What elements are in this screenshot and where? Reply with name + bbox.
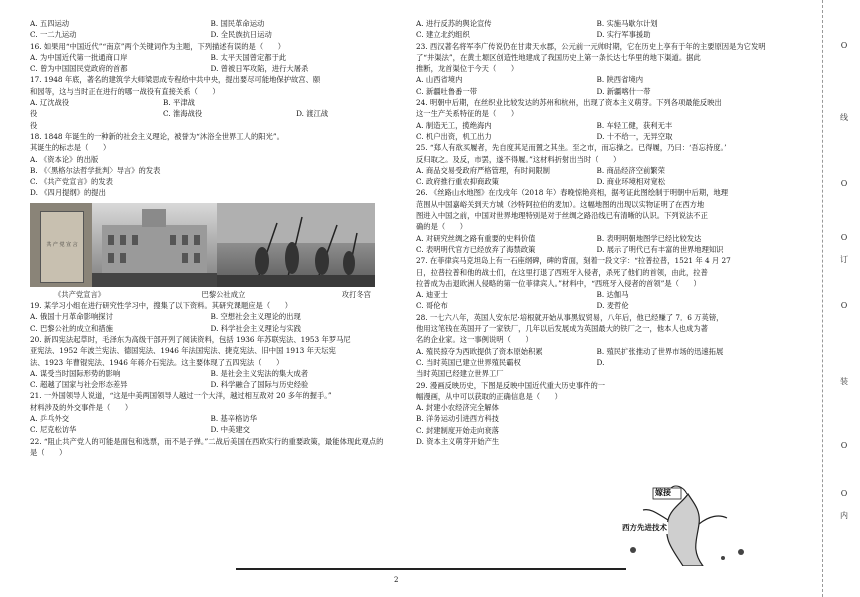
q19-options: [30, 311, 385, 334]
q23-stem-2: 了“井渠法”，在黄土塬区创造性地建成了我国历史上第一条长达七华里的地下渠道。据此: [416, 52, 701, 62]
q20-stem-1: 20. 新四宪法起草时，毛泽东为高级干部开列了阅读资料，包括 1936 年苏联宪法、1953 年罗马尼: [30, 334, 351, 344]
q29-option-d: D. 资本主义萌芽开始产生: [416, 436, 500, 446]
q20-stem-3: 法、1923 年曹锟宪法、1946 年蒋介石宪法。这主要体现了五四宪法（ ）: [30, 357, 284, 367]
q18-stem-1: 18. 1848 年诞生的一种新的社会主义理论，被誉为“沐浴全世界工人的阳光”。: [30, 131, 284, 141]
q23-stem-3: 推断，龙首渠位于今天（ ）: [416, 64, 519, 74]
left-column: [30, 18, 385, 458]
q24-stem-2: 这一生产关系特征的是（ ）: [416, 109, 519, 119]
q28-option-c: C. 当时英国已建立世界殖民霸权: [416, 357, 521, 367]
q19-option-c: C. 巴黎公社的成立和措施: [30, 323, 113, 333]
q16-option-d: D. 曾被日军攻陷，进行大屠杀: [210, 64, 309, 74]
q26-option-a: A. 对研究丝绸之路有重要的史料价值: [416, 233, 536, 243]
storming-winter-palace-photo: [217, 203, 375, 287]
q22-option-c: C. 建立北约组织: [416, 30, 470, 40]
q21-option-c: C. 尼克松访华: [30, 425, 77, 435]
q26-option-b: B. 表明明朝地图学已经比较发达: [596, 233, 702, 243]
binding-mark-2: O: [840, 179, 848, 188]
q19-stem: 19. 某学习小组在进行研究性学习中，搜集了以下资料。其研究课题应是（ ）: [30, 301, 293, 311]
q27-options: [416, 289, 771, 312]
q20-option-a: A. 谋受当时国际形势的影响: [30, 368, 121, 378]
q18-option-c: C. 《共产党宣言》的发表: [30, 177, 113, 187]
q26-option-d: D. 展示了明代已有丰富的世界地理知识: [596, 244, 724, 254]
q17-option-d: D. 渡江战: [296, 109, 329, 119]
q18-stem-2: 其诞生的标志是（ ）: [30, 143, 111, 153]
q29-stem-1: 29. 漫画反映历史，下图是反映中国近代重大历史事件的一: [416, 380, 606, 390]
q27-option-d: D. 麦哲伦: [596, 301, 629, 311]
q15-option-d: D. 全民族抗日运动: [210, 30, 272, 40]
q28-options: [416, 346, 771, 369]
q15-option-b: B. 国民革命运动: [210, 19, 265, 28]
q26-stem-1: 26. 《丝路山水地图》在戊戌年（2018 年）春晚惊艳亮相，据考证此图绘制于明朝中后期，地理: [416, 188, 729, 198]
q19-option-d: D. 科学社会主义理论与实践: [210, 323, 301, 333]
q20-options: [30, 368, 385, 391]
caption-paris-commune: 巴黎公社成立: [201, 289, 246, 299]
q17-option-c: C. 淮海战役: [163, 109, 203, 119]
q29-options: [416, 402, 606, 447]
q19-option-b: B. 空想社会主义理论的出现: [210, 312, 301, 322]
q24-option-b: B. 车轻工健，获利无丰: [596, 120, 673, 130]
q18-option-a: A. 《资本论》的出版: [30, 154, 99, 164]
binding-mark-6: O: [840, 489, 848, 498]
q16-options: [30, 52, 385, 75]
binding-mark-5: O: [840, 441, 848, 450]
q24-options: [416, 120, 771, 143]
binding-mark-line: 线: [840, 113, 848, 122]
q26-stem-2: 范围从中国嘉峪关到天方城（沙特阿拉伯的麦加）。这幅地图的出现以实物证明了在西方地: [416, 199, 705, 209]
q29-option-b: B. 洋务运动引进西方科技: [416, 414, 499, 424]
paris-commune-photo: [92, 203, 217, 287]
q21-stem-1: 21. 一外国领导人说道，“这是中美两国领导人越过一个大洋，越过相互敌对 20 多年的握手。”: [30, 391, 332, 401]
q27-stem-3: 拉普成为击退欧洲人侵略的第一位菲律宾人。”材料中，“西班牙入侵者的首领”是（ ）: [416, 278, 701, 288]
q20-option-c: C. 超越了国家与社会形态差异: [30, 380, 128, 390]
q17-stem-2: 和园等，这与当时正在进行的哪一战役有直接关系（ ）: [30, 86, 220, 96]
q23-option-a: A. 山西省境内: [416, 75, 463, 85]
q22-option-b: B. 实施马歇尔计划: [596, 19, 658, 28]
q25-option-d: D. 商业环境相对宽松: [596, 177, 666, 187]
q15-option-c: C. 一二九运动: [30, 30, 77, 40]
q26-stem-4: 确的是（ ）: [416, 222, 468, 232]
binding-mark-4: O: [840, 301, 848, 310]
communist-manifesto-photo: [30, 203, 92, 287]
q28-stem-1: 28. 一七六八年，英国人安东尼·培根就开始从事黑奴贸易，八年后，他已经赚了 7．6 万英镑，: [416, 312, 724, 322]
q17-option-d-wrap: 役: [30, 120, 38, 130]
q17-option-a: A. 辽沈战役: [30, 98, 70, 108]
q16-stem: 16. 如果用“中国近代”“南京”两个关键词作为主题，下列描述有误的是（ ）: [30, 41, 286, 51]
right-column: [416, 18, 771, 447]
photo-captions: [30, 287, 385, 300]
q17-stem-1: 17. 1948 年底，著名的建筑学大师梁思成专程给中共中央，提出要尽可能地保护故宫、颐: [30, 75, 321, 85]
q25-option-c: C. 政府推行重农抑商政策: [416, 177, 499, 187]
q28-option-a: A. 殖民掠夺为西欧提供了资本原始积累: [416, 346, 543, 356]
manifesto-book-cover: [40, 211, 84, 283]
q25-options: [416, 165, 771, 188]
q29-stem-2: 幅漫画，从中可以获取的正确信息是（ ）: [416, 391, 562, 401]
q28-stem-2: 他用这笔钱在英国开了一家铁厂，几年以后发展成为英国最大的铁厂之一，他本人也成为著: [416, 324, 708, 334]
q16-option-b: B. 太平天国曾定都于此: [210, 52, 287, 62]
paris-commune-building: [92, 203, 217, 287]
q15-option-a: A. 五四运动: [30, 19, 70, 28]
binding-margin: [832, 0, 856, 597]
cartoon-label-grafting: 嫁接: [655, 488, 671, 497]
q20-option-b: B. 是社会主义宪法的集大成者: [210, 368, 309, 378]
q21-option-a: A. 乒乓外交: [30, 414, 70, 424]
q26-option-c: C. 表明明代官方已经放弃了海禁政策: [416, 244, 536, 254]
q21-stem-2: 材料涉及的外交事件是（ ）: [30, 402, 133, 412]
q20-stem-2: 亚宪法、1952 年波兰宪法、德国宪法、1946 年法国宪法、捷克宪法、旧中国 1913 年天坛宪: [30, 346, 336, 356]
q23-option-c: C. 新疆吐鲁番一带: [416, 86, 478, 96]
q21-option-b: B. 基辛格访华: [210, 414, 257, 424]
q18-option-d: D. 《四月提纲》的提出: [30, 188, 106, 198]
caption-manifesto: 《共产党宣言》: [54, 289, 106, 299]
q15-options: [30, 18, 385, 41]
q22-option-a: A. 进行反苏的舆论宣传: [416, 19, 492, 28]
q27-option-b: B. 达伽马: [596, 290, 629, 300]
q24-option-c: C. 机户出资，机工出力: [416, 131, 492, 141]
q25-option-a: A. 商品交易受政府严格管理，有时间限制: [416, 165, 550, 175]
q27-option-a: A. 迪亚士: [416, 290, 448, 300]
cartoon-label-western-tech: 西方先进技术: [622, 523, 667, 532]
q28-option-b: B. 殖民扩张推动了世界市场的迅速拓展: [596, 346, 724, 356]
q17-option-b: B. 平津战: [163, 98, 195, 108]
q25-stem-1: 25. “郑人有欲买履者，先自度其足而置之其坐。至之市，而忘操之。已得履，乃曰：‘吾忘持度。’: [416, 143, 727, 153]
q21-options: [30, 413, 385, 436]
q16-option-a: A. 为中国近代第一批通商口岸: [30, 52, 128, 62]
q26-options: [416, 233, 771, 256]
q17-option-b-wrap: 役: [30, 109, 38, 119]
q24-option-a: A. 制造无工，揽绝海内: [416, 120, 492, 130]
spacer: [296, 97, 385, 108]
binding-mark-zhuang: 装: [840, 377, 848, 386]
q17-options: [30, 97, 385, 131]
grafting-cartoon: [613, 480, 763, 566]
q20-option-d: D. 科学融合了国际与历史经验: [210, 380, 309, 390]
footer-rule: [236, 568, 626, 570]
q23-option-b: B. 陕西省境内: [596, 75, 643, 85]
binding-mark-ding: 订: [840, 255, 848, 264]
q29-option-a: A. 封建小农经济完全解体: [416, 403, 499, 413]
q16-option-c: C. 曾为中国国民党政府的首都: [30, 64, 128, 74]
q22-option-d: D. 实行军事援助: [596, 30, 651, 40]
binding-mark-3: O: [840, 233, 848, 242]
q25-stem-2: 反归取之。及反，市罢，遂不得履。”这材料折射出当时（ ）: [416, 154, 621, 164]
q23-option-d: D. 新疆喀什一带: [596, 86, 651, 96]
winter-palace-scene: [217, 203, 375, 287]
q21-option-d: D. 中美建交: [210, 425, 250, 435]
q27-stem-1: 27. 在菲律宾马克坦岛上有一石座纲碑，碑的背面，刻着一段文字：“拉普拉普，1521 年 4 月 27: [416, 256, 731, 266]
q27-stem-2: 日，拉普拉普和他的战士们，在这里打退了西班牙入侵者，杀死了他们的首领，由此，拉普: [416, 267, 708, 277]
q29-option-c: C. 封建制度开始走向衰落: [416, 425, 499, 435]
q28-option-d: 当时英国已经建立世界工厂: [416, 369, 504, 379]
page-number: 2: [394, 576, 399, 584]
q19-photo-strip: [30, 203, 385, 287]
q25-option-b: B. 商品经济空前繁荣: [596, 165, 665, 175]
q19-option-a: A. 俄国十月革命影响探讨: [30, 312, 113, 322]
q28-option-d-letter: D.: [596, 357, 605, 367]
caption-winter-palace: 攻打冬宫: [341, 289, 371, 299]
binding-line: [822, 0, 824, 597]
q26-stem-3: 图进入中国之前，中国对世界地理特别是对于丝绸之路沿线已有清晰的认识。下列说法不正: [416, 211, 708, 221]
q24-option-d: D. 十不给一，无异空取: [596, 131, 673, 141]
q24-stem-1: 24. 明朝中后期，在丝织业比较发达的苏州和杭州，出现了资本主义萌芽。下列各项最能反映出: [416, 98, 722, 108]
binding-mark-1: O: [840, 41, 848, 50]
q22-options: [416, 18, 771, 41]
q22-stem: 22. “阻止共产党人的可能是面包和选票，而不是子弹。”二战后美国在西欧实行的重要政策，最能体现此观点的是（ ）: [30, 436, 384, 457]
q18-options: [30, 154, 385, 199]
q23-options: [416, 74, 771, 97]
q18-option-b: B. 《〈黑格尔法哲学批判〉导言》的发表: [30, 165, 161, 175]
manifesto-book-title: 共 产 党 宣 言: [46, 241, 78, 248]
q28-stem-3: 名的企业家。这一事例说明（ ）: [416, 335, 533, 345]
q27-option-c: C. 哥伦布: [416, 301, 448, 311]
binding-mark-nei: 内: [840, 511, 848, 520]
q23-stem-1: 23. 西汉著名将军李广传说仍在甘肃天水郡，公元前一元帅时期，它在历史上享有于年的主要原因是为它发明: [416, 41, 766, 51]
